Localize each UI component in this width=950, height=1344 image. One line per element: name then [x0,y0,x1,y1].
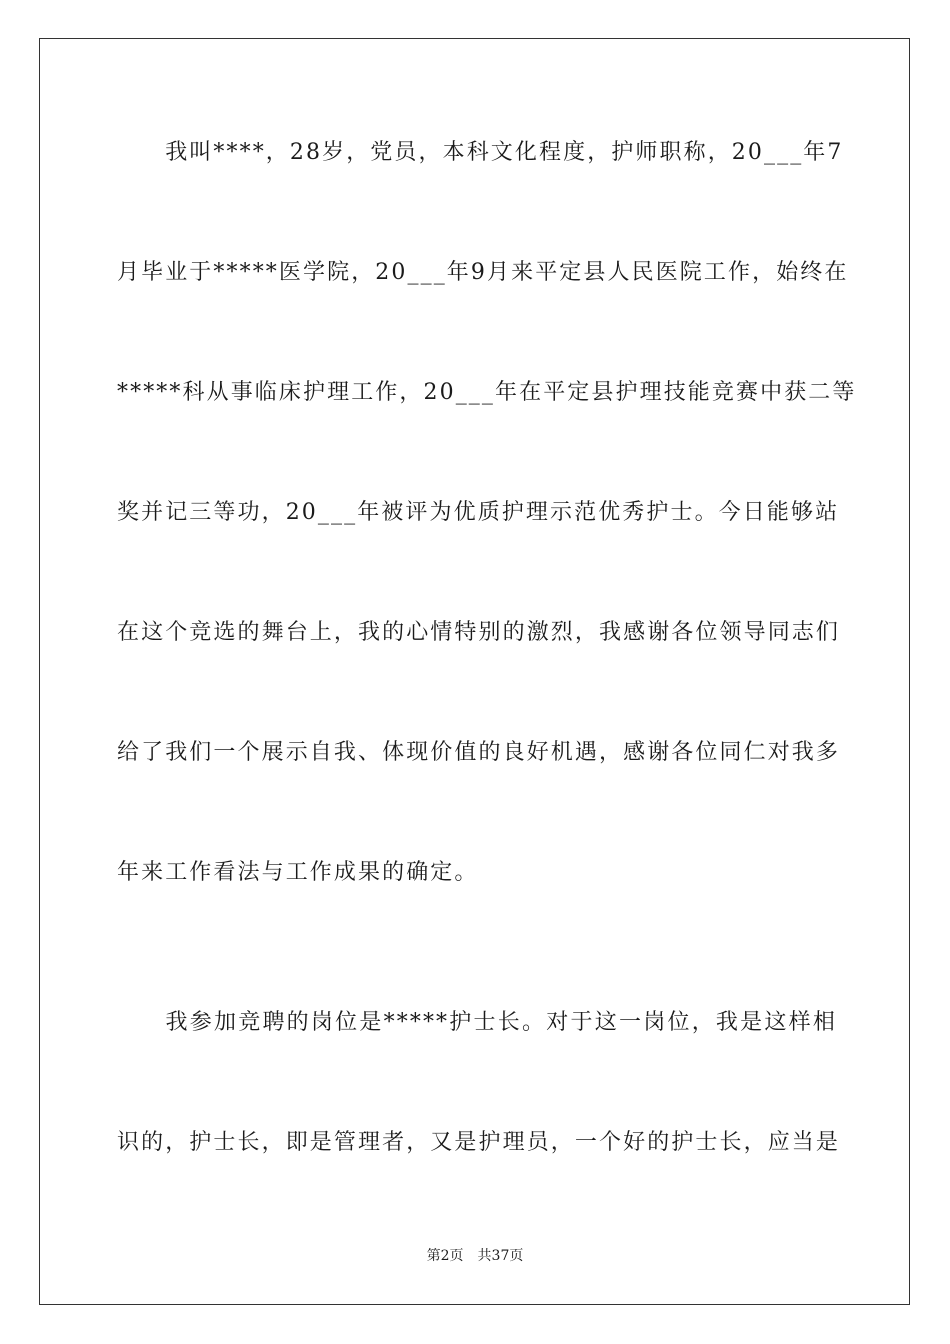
text-line: 年来工作看法与工作成果的确定。 [117,860,479,885]
text-line: 月毕业于*****医学院，20___年9月来平定县人民医院工作，始终在 [117,260,849,285]
page-border [39,38,910,1305]
text-line: 奖并记三等功，20___年被评为优质护理示范优秀护士。今日能够站 [117,500,840,525]
text-line: 识的，护士长，即是管理者，又是护理员，一个好的护士长，应当是 [117,1130,841,1155]
text-line: *****科从事临床护理工作，20___年在平定县护理技能竞赛中获二等 [117,380,857,405]
text-line: 在这个竞选的舞台上，我的心情特别的激烈，我感谢各位领导同志们 [117,620,841,645]
text-line: 给了我们一个展示自我、体现价值的良好机遇，感谢各位同仁对我多 [117,740,841,765]
page-number: 第2页 [426,1248,464,1264]
text-line: 我叫****，28岁，党员，本科文化程度，护师职称，20___年7 [117,140,844,165]
page-footer [0,1246,950,1266]
page-total: 共37页 [477,1248,524,1264]
text-line: 我参加竞聘的岗位是*****护士长。对于这一岗位，我是这样相 [117,1010,837,1035]
